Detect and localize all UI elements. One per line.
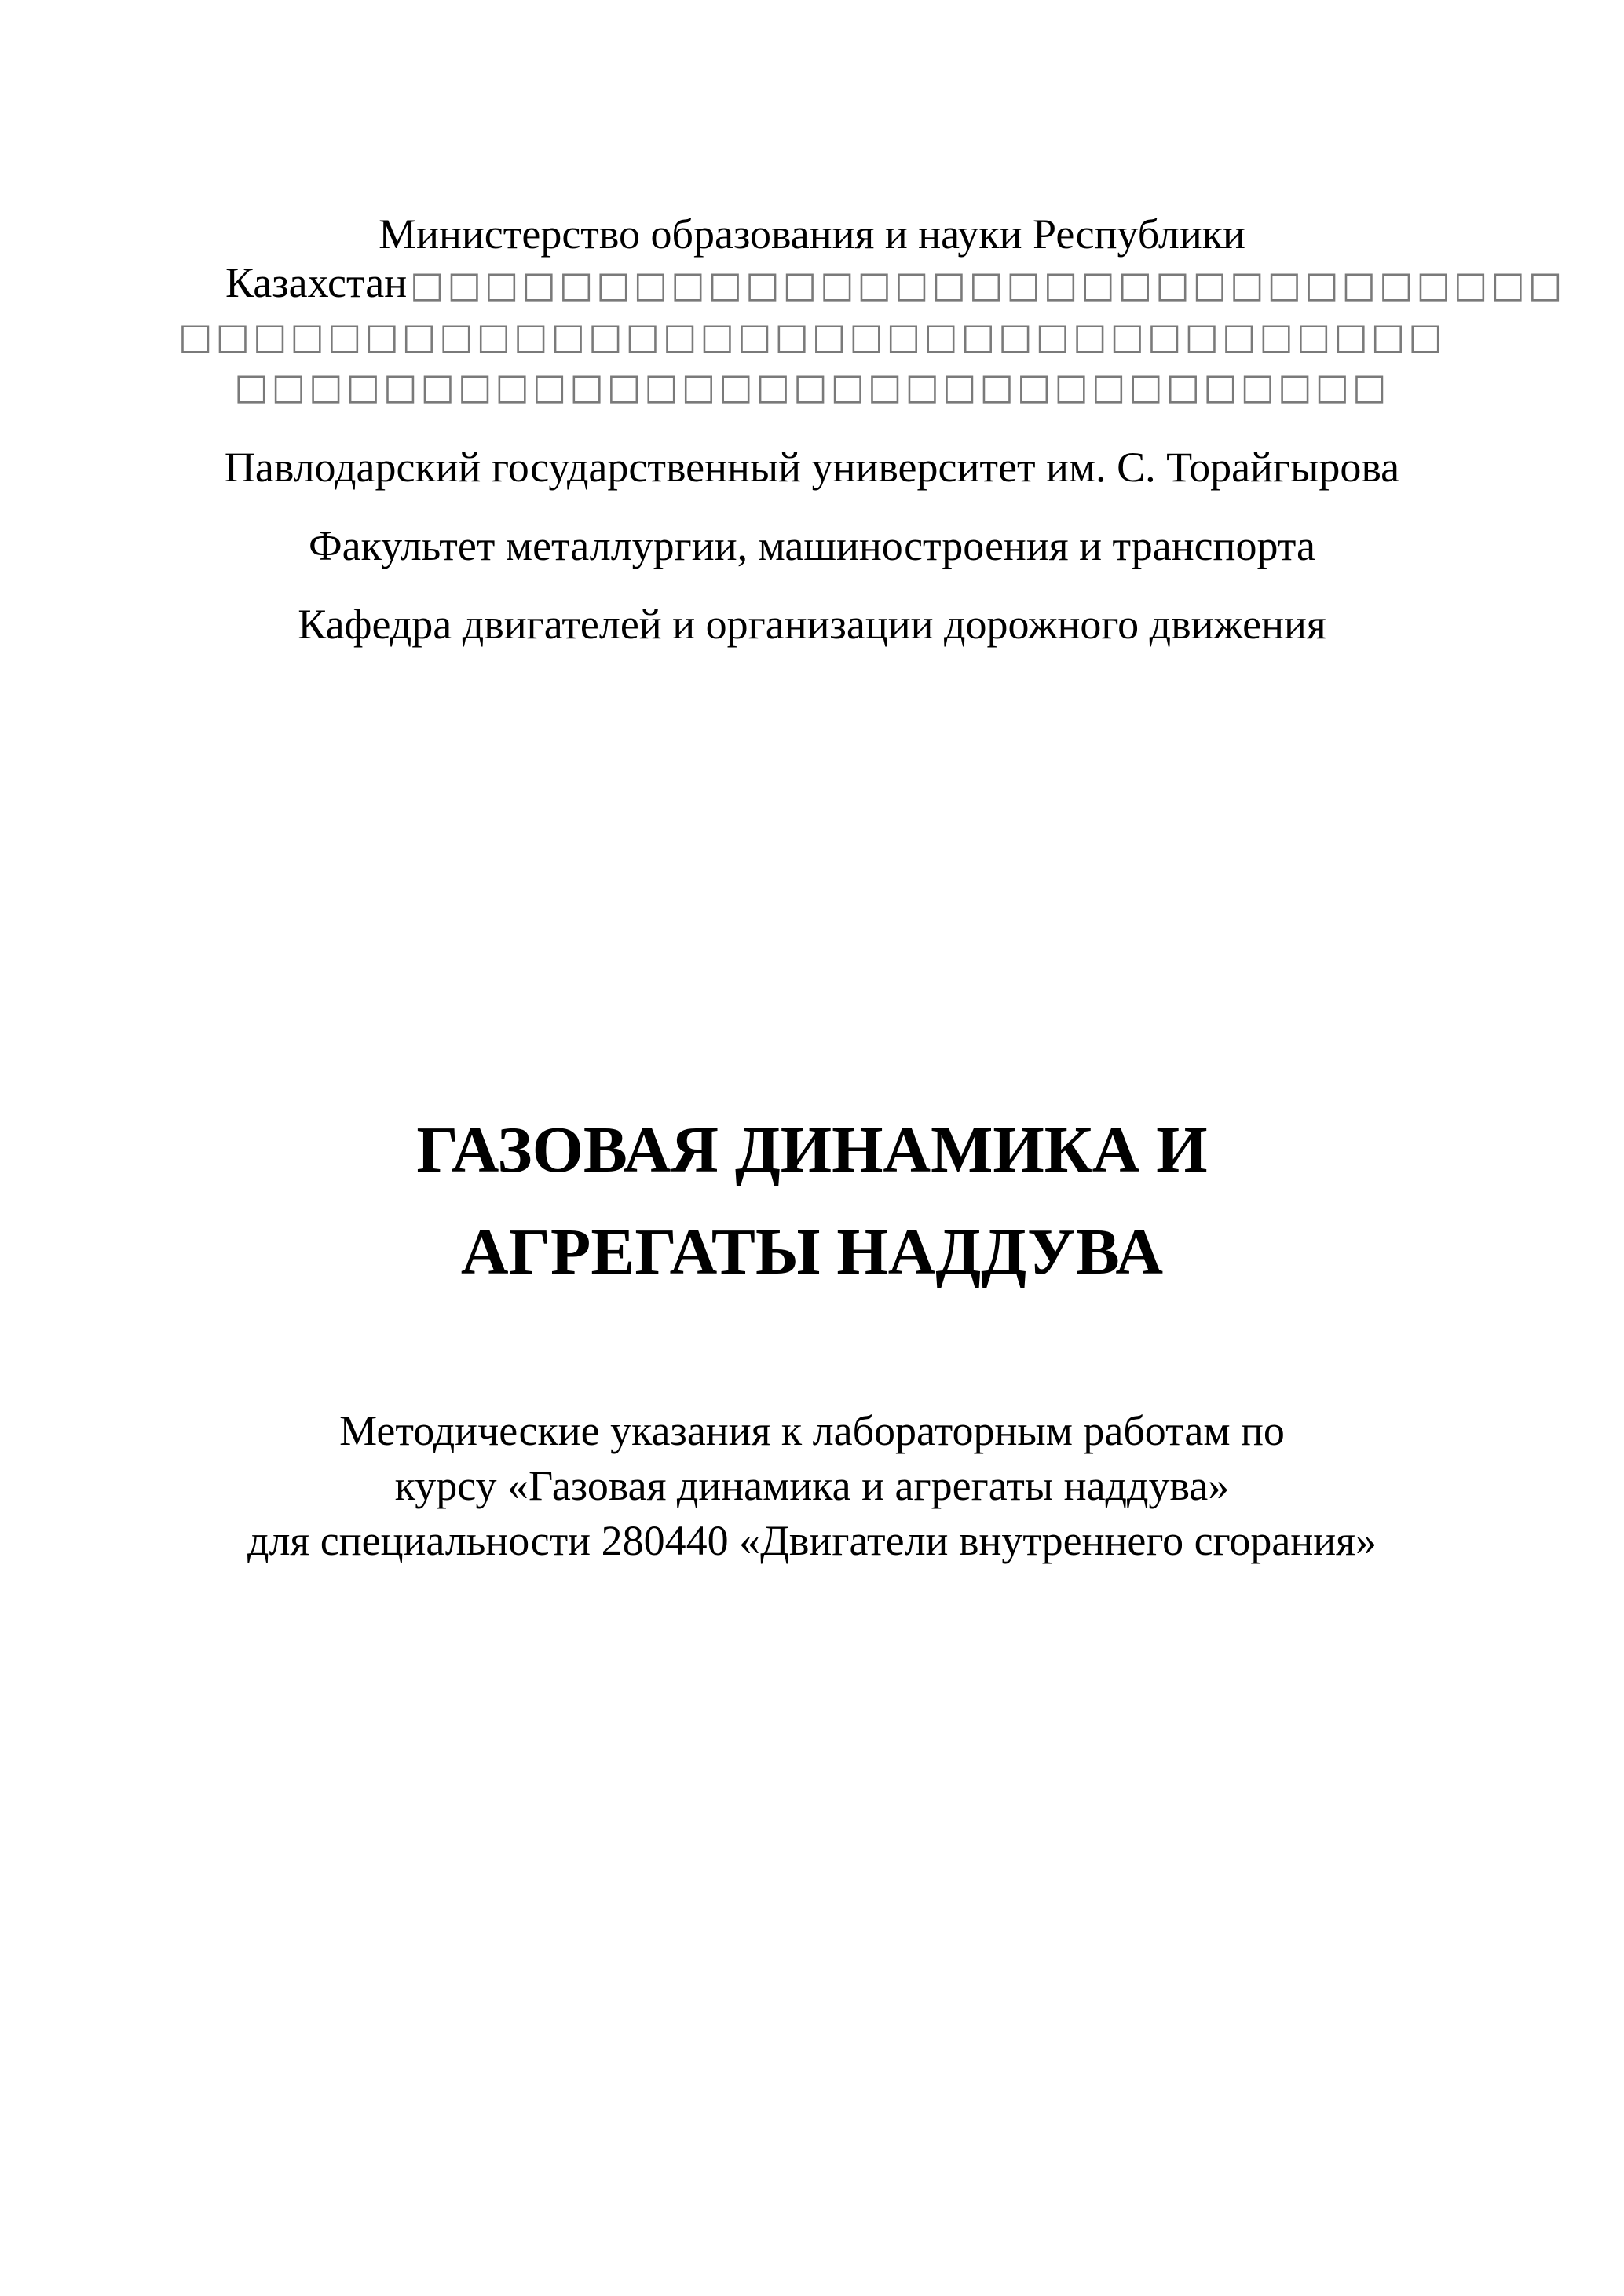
subtitle-line-3: для специальности 280440 «Двигатели внутреннего сгорания» (247, 1517, 1377, 1564)
missing-glyphs-row-3: □□□□□□□□□□□□□□□□□□□□□□□□□□□□□□□ (234, 365, 1390, 408)
ministry-country: Казахстан (225, 259, 408, 306)
ministry-line-1: Министерство образования и науки Республики (379, 210, 1245, 258)
subtitle-line-2: курсу «Газовая динамика и агрегаты наддува» (394, 1462, 1230, 1509)
subtitle-line-1: Методические указания к лабораторным работам по (339, 1407, 1285, 1454)
missing-glyphs-row-1: □□□□□□□□□□□□□□□□□□□□□□□□□□□□□□□ (410, 263, 1566, 305)
university-name: Павлодарский государственный университет им. С. Торайгырова (224, 444, 1400, 491)
faculty-name: Факультет металлургии, машиностроения и транспорта (309, 522, 1315, 569)
ministry-line-2 (225, 259, 1565, 308)
department-name: Кафедра двигателей и организации дорожного движения (298, 601, 1326, 648)
document-title-line-2: АГРЕГАТЫ НАДДУВА (460, 1216, 1164, 1289)
missing-glyphs-row-2: □□□□□□□□□□□□□□□□□□□□□□□□□□□□□□□□□□ (178, 315, 1446, 357)
document-title-line-1: ГАЗОВАЯ ДИНАМИКА И (416, 1113, 1208, 1186)
